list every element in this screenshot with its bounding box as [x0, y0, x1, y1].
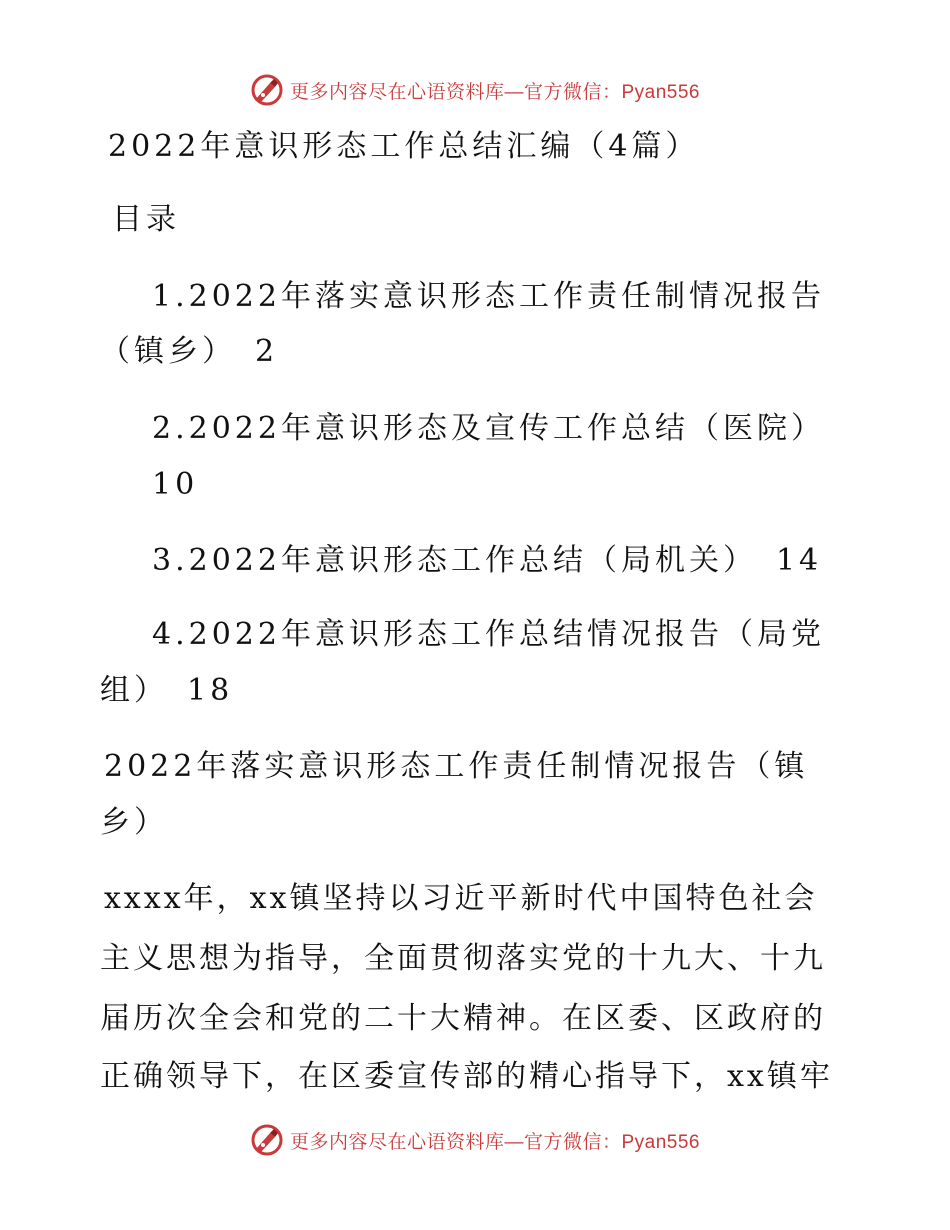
toc-item-4[interactable]: 4.2022年意识形态工作总结情况报告（局党 [152, 617, 825, 652]
body-line-2: 主义思想为指导，全面贯彻落实党的十九大、十九 [100, 941, 826, 976]
watermark-footer [0, 1120, 950, 1160]
toc-heading: 目录 [112, 202, 180, 237]
watermark-header [0, 70, 950, 110]
watermark-text: 更多内容尽在心语资料库—官方微信：Pyan556 [289, 1131, 700, 1153]
pen-logo-icon [250, 1123, 284, 1157]
toc-item-2[interactable]: 2.2022年意识形态及宣传工作总结（医院） [152, 411, 825, 446]
pen-logo-icon [250, 73, 284, 107]
document-title: 2022年意识形态工作总结汇编（4篇） [108, 129, 700, 164]
toc-item-1-continued[interactable]: （镇乡） 2 [100, 334, 279, 369]
body-line-4: 正确领导下，在区委宣传部的精心指导下，xx镇牢 [100, 1059, 833, 1094]
watermark-text: 更多内容尽在心语资料库—官方微信：Pyan556 [289, 81, 700, 103]
toc-item-1[interactable]: 1.2022年落实意识形态工作责任制情况报告 [152, 279, 825, 314]
section-heading: 2022年落实意识形态工作责任制情况报告（镇 [104, 749, 809, 784]
body-line-3: 届历次全会和党的二十大精神。在区委、区政府的 [100, 1001, 826, 1036]
section-heading-continued: 乡） [100, 805, 168, 840]
toc-item-2-continued[interactable]: 10 [152, 467, 199, 502]
body-line-1: xxxx年，xx镇坚持以习近平新时代中国特色社会 [104, 881, 818, 916]
toc-item-4-continued[interactable]: 组） 18 [100, 673, 234, 708]
toc-item-3[interactable]: 3.2022年意识形态工作总结（局机关） 14 [152, 543, 823, 578]
